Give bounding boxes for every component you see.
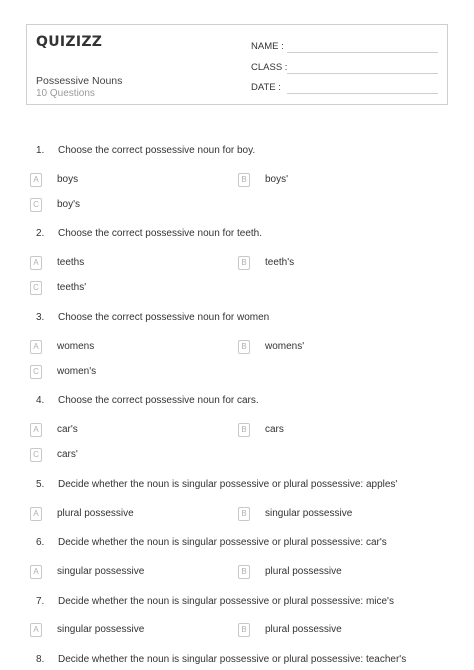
option-text: teeths' xyxy=(57,282,87,293)
question-text: Choose the correct possessive noun for cars. xyxy=(58,395,259,406)
question-number: 3. xyxy=(36,312,45,323)
worksheet-title: Possessive Nouns xyxy=(36,75,123,87)
option-text: teeths xyxy=(57,257,85,268)
option-text: boy's xyxy=(57,199,81,210)
option-letter: C xyxy=(30,448,42,462)
name-label: NAME : xyxy=(251,41,284,52)
option-text: womens xyxy=(57,341,95,352)
option-text: boys' xyxy=(265,174,289,185)
question-number: 7. xyxy=(36,596,45,607)
class-label: CLASS : xyxy=(251,62,288,73)
option-text: car's xyxy=(57,424,78,435)
option-letter: C xyxy=(30,198,42,212)
option-letter: B xyxy=(238,256,250,270)
option-letter: B xyxy=(238,565,250,579)
option-letter: B xyxy=(238,623,250,637)
question-number: 8. xyxy=(36,654,45,665)
option-letter: A xyxy=(30,507,42,521)
option-letter: A xyxy=(30,256,42,270)
option-letter: A xyxy=(30,423,42,437)
option-text: plural possessive xyxy=(265,624,342,635)
option-letter: A xyxy=(30,173,42,187)
option-letter: B xyxy=(238,423,250,437)
question-number: 1. xyxy=(36,145,45,156)
question-text: Choose the correct possessive noun for teeth. xyxy=(58,228,263,239)
option-text: boys xyxy=(57,174,79,185)
question-text: Decide whether the noun is singular possessive or plural possessive: apples' xyxy=(58,479,398,490)
option-text: singular possessive xyxy=(265,508,353,519)
option-letter: A xyxy=(30,623,42,637)
question-number: 2. xyxy=(36,228,45,239)
class-field[interactable] xyxy=(287,73,438,74)
option-text: teeth's xyxy=(265,257,295,268)
question-text: Decide whether the noun is singular possessive or plural possessive: mice's xyxy=(58,596,394,607)
option-letter: C xyxy=(30,281,42,295)
question-number: 4. xyxy=(36,395,45,406)
question-number: 5. xyxy=(36,479,45,490)
question-text: Decide whether the noun is singular possessive or plural possessive: car's xyxy=(58,537,387,548)
option-text: plural possessive xyxy=(57,508,134,519)
question-text: Choose the correct possessive noun for women xyxy=(58,312,270,323)
option-letter: A xyxy=(30,340,42,354)
question-text: Choose the correct possessive noun for boy. xyxy=(58,145,256,156)
option-letter: B xyxy=(238,173,250,187)
option-letter: B xyxy=(238,507,250,521)
option-letter: B xyxy=(238,340,250,354)
name-field[interactable] xyxy=(287,52,438,53)
option-letter: A xyxy=(30,565,42,579)
option-text: cars xyxy=(265,424,284,435)
date-label: DATE : xyxy=(251,82,281,93)
question-text: Decide whether the noun is singular possessive or plural possessive: teacher's xyxy=(58,654,407,665)
question-number: 6. xyxy=(36,537,45,548)
option-text: cars' xyxy=(57,449,78,460)
option-letter: C xyxy=(30,365,42,379)
option-text: singular possessive xyxy=(57,624,145,635)
option-text: plural possessive xyxy=(265,566,342,577)
quizizz-logo: QUIZIZZ xyxy=(36,34,103,50)
option-text: womens' xyxy=(265,341,305,352)
option-text: women's xyxy=(57,366,97,377)
option-text: singular possessive xyxy=(57,566,145,577)
date-field[interactable] xyxy=(287,93,438,94)
question-count: 10 Questions xyxy=(36,88,95,99)
